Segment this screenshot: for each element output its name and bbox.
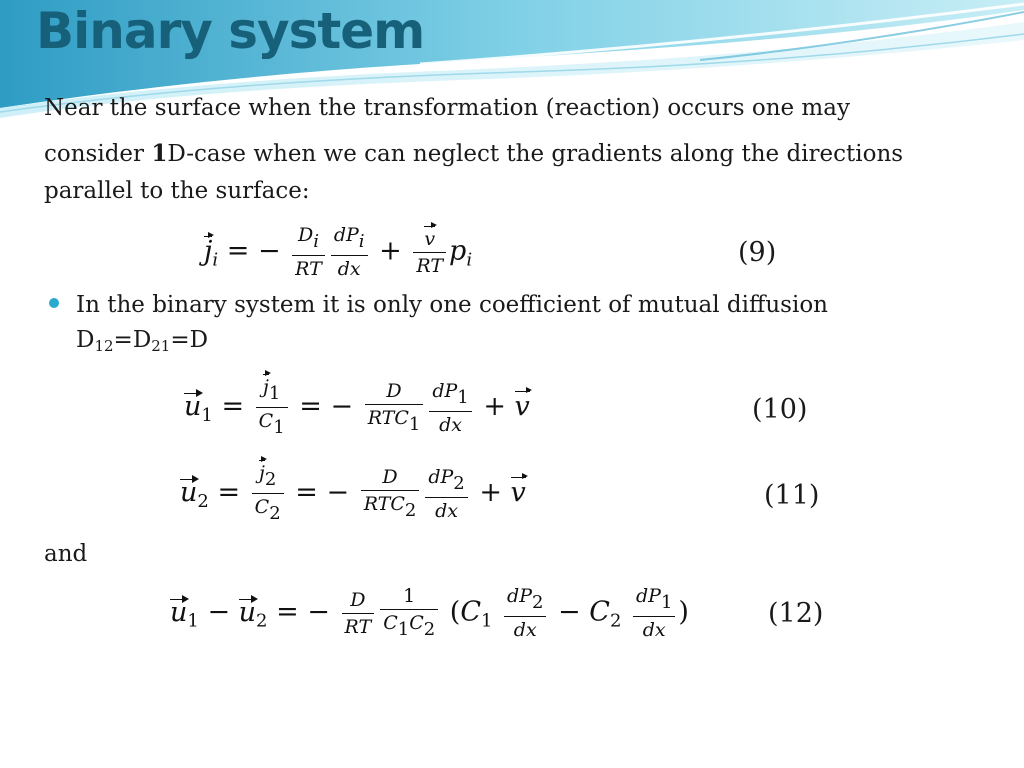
eq12-minus: − [207, 596, 231, 628]
eq9-f2-num-sub: i [358, 231, 365, 252]
bullet-eq-2: =D [170, 327, 209, 353]
bullet-eq-1: =D [113, 327, 152, 353]
intro-line-2a: consider [44, 141, 152, 167]
eq11-equals-2: = − [295, 477, 350, 508]
eq9-f2-num: dP [333, 224, 359, 246]
eq12-c2: C [589, 596, 610, 628]
eq12-f3-den: dx [513, 619, 537, 641]
slide-title: Binary system [36, 2, 425, 60]
eq10-fraction-flux [256, 374, 288, 441]
intro-line-2b: 1 [151, 140, 168, 167]
eq11-v: v [510, 477, 526, 508]
eq12-close-paren: ) [678, 596, 689, 628]
intro-line-2c: D-case when we can neglect the gradients along the directions [167, 141, 904, 167]
eq12-f2-num: 1 [380, 583, 438, 610]
eq10-f2-den: dx [439, 413, 462, 436]
eq12-u1-sub: 1 [187, 610, 199, 632]
eq10-velocity: u [184, 391, 202, 422]
eq11-velocity: u [180, 477, 198, 508]
intro-line-1: Near the surface when the transformation (reaction) occurs one may [44, 95, 850, 121]
eq10-velocity-sub: 1 [201, 405, 213, 426]
equation-9-number: (9) [738, 237, 777, 268]
eq12-fraction-concentration [380, 583, 438, 643]
eq12-fraction-diffusion [342, 587, 375, 640]
eq10-f0-num-sub: 1 [268, 383, 281, 404]
eq11-f1-den: RTC [363, 492, 405, 515]
eq12-open-paren: ( [449, 596, 461, 628]
eq12-f4-num-sub: 1 [660, 592, 673, 613]
eq11-fraction-gradient [425, 464, 467, 524]
equation-10 [184, 374, 530, 441]
eq12-f4-num: dP [635, 585, 661, 607]
eq12-f2-den-a: C [383, 612, 398, 634]
eq9-fraction-velocity [413, 226, 446, 279]
eq9-pressure: p [449, 235, 467, 267]
eq10-equals: = [221, 391, 245, 422]
eq12-fraction-gradient-2 [504, 583, 546, 643]
eq10-fraction-diffusion [365, 378, 424, 438]
eq11-plus: + [479, 477, 502, 508]
eq11-f2-den: dx [435, 499, 458, 522]
eq10-f0-num: j [262, 376, 269, 398]
eq9-f1-num: D [298, 224, 314, 246]
equation-10-number: (10) [752, 394, 808, 425]
eq12-equals: = − [276, 596, 330, 628]
eq11-f0-num-sub: 2 [264, 469, 277, 490]
eq11-f1-den-sub: 2 [404, 499, 417, 521]
eq9-flux-symbol: j [204, 235, 213, 267]
eq12-minus-2: − [558, 596, 581, 628]
intro-line-2 [44, 136, 944, 172]
eq12-c2-sub: 2 [609, 610, 622, 632]
eq10-f0-den-sub: 1 [273, 417, 285, 438]
eq12-fraction-gradient-1 [633, 583, 675, 643]
eq10-f2-num-sub: 1 [457, 386, 469, 408]
bullet-line-1: In the binary system it is only one coefficient of mutual diffusion [76, 292, 828, 318]
eq9-plus: + [379, 235, 402, 267]
bullet-line-2 [76, 323, 956, 364]
eq11-f2-num-sub: 2 [453, 472, 465, 494]
eq9-equals: = − [226, 235, 281, 267]
eq12-f1-den: RT [344, 615, 372, 638]
eq9-f2-den: dx [337, 258, 361, 280]
equation-9 [204, 222, 472, 282]
eq10-f0-den: C [258, 410, 274, 432]
eq10-f1-den: RTC [367, 406, 409, 429]
eq11-equals: = [217, 477, 241, 508]
eq12-f3-num: dP [507, 585, 532, 607]
eq10-plus: + [483, 391, 506, 422]
bullet-dot [49, 298, 59, 308]
eq12-f2-den-b-sub: 2 [423, 619, 436, 640]
eq9-f1-num-sub: i [313, 231, 319, 252]
bullet-sub-12: 12 [94, 337, 114, 355]
eq12-u2-sub: 2 [256, 610, 268, 632]
eq10-equals-2: = − [299, 391, 354, 422]
eq12-c1: C [460, 596, 481, 628]
eq10-f2-num: dP [432, 379, 458, 402]
eq12-f3-num-sub: 2 [532, 592, 544, 613]
eq11-fraction-diffusion [361, 464, 420, 524]
bullet-text [76, 288, 956, 364]
and-label: and [44, 541, 88, 567]
eq9-fraction-gradient [331, 222, 368, 282]
eq11-fraction-flux [252, 460, 284, 527]
bullet-sub-21: 21 [151, 337, 171, 355]
eq9-f3-den: RT [416, 254, 444, 277]
bullet-d: D [76, 327, 95, 353]
eq9-fraction-diffusion [292, 222, 325, 282]
equation-12 [170, 583, 689, 643]
eq12-f1-num: D [342, 587, 375, 614]
eq11-f0-num: j [258, 462, 265, 484]
eq10-v: v [514, 391, 530, 422]
eq12-u2: u [238, 596, 257, 628]
eq10-f1-num: D [365, 378, 424, 405]
eq10-fraction-gradient [429, 378, 471, 438]
eq9-f3-num: v [424, 227, 436, 250]
eq9-pressure-sub: i [466, 249, 473, 271]
eq10-f1-den-sub: 1 [408, 413, 421, 435]
eq12-f4-den: dx [642, 619, 666, 641]
eq12-u1: u [170, 596, 188, 628]
equation-12-number: (12) [768, 598, 824, 629]
equation-11-number: (11) [764, 480, 820, 511]
eq12-f2-den-b: C [409, 612, 424, 634]
eq11-f0-den-sub: 2 [269, 503, 281, 524]
equation-11 [180, 460, 526, 527]
eq12-c1-sub: 1 [481, 610, 493, 632]
eq11-velocity-sub: 2 [197, 491, 209, 512]
eq9-flux-sub: i [212, 249, 219, 271]
intro-line-3: parallel to the surface: [44, 178, 310, 204]
eq11-f2-num: dP [428, 465, 454, 488]
eq11-f0-den: C [254, 496, 270, 518]
eq12-f2-den-a-sub: 1 [397, 619, 410, 640]
eq9-f1-den: RT [295, 258, 322, 280]
eq11-f1-num: D [361, 464, 420, 491]
